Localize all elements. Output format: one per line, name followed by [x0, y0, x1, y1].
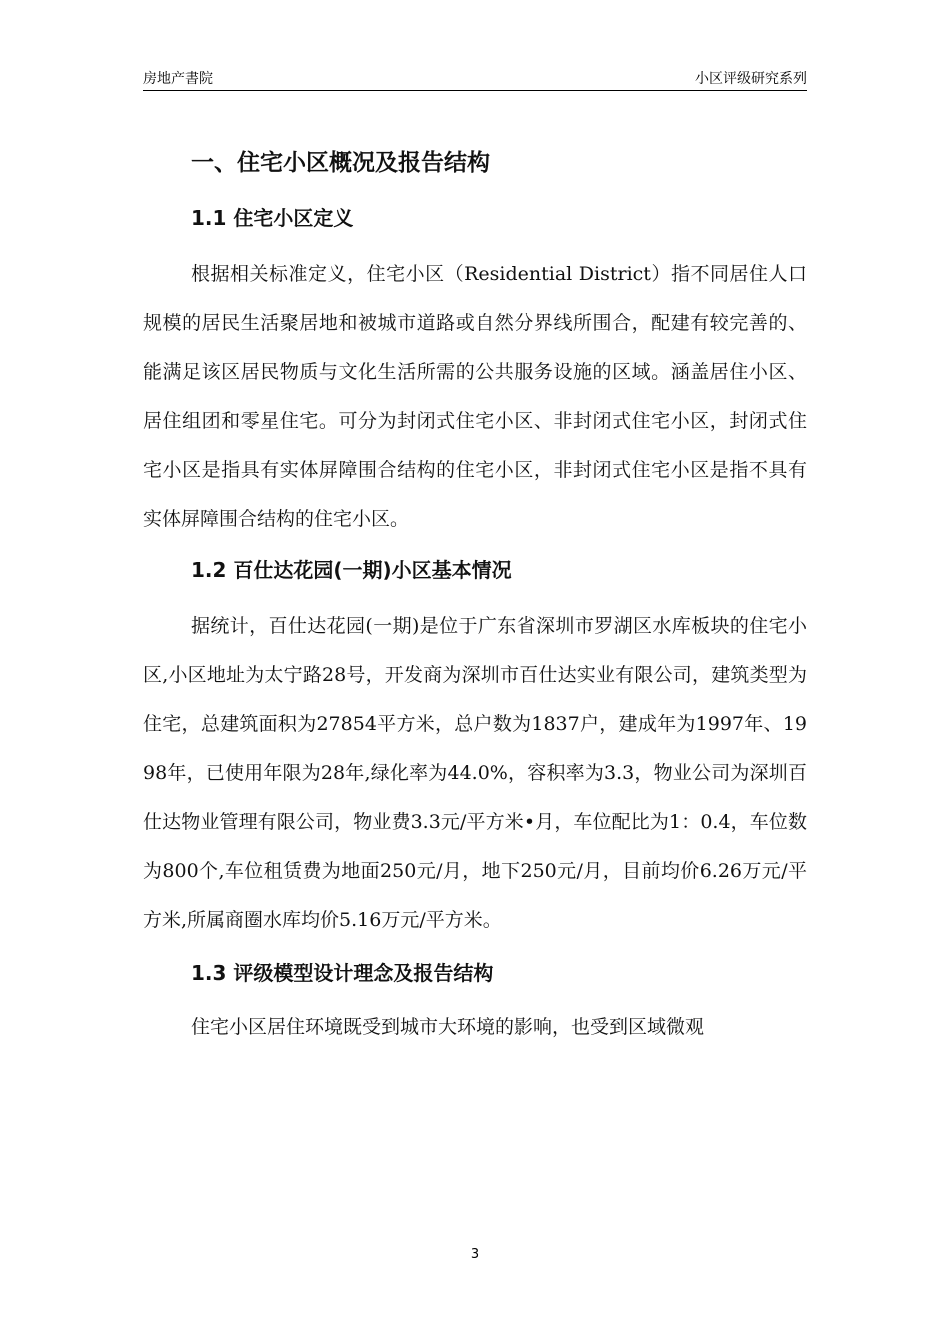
paragraph-model-design: 住宅小区居住环境既受到城市大环境的影响，也受到区域微观	[191, 1016, 705, 1038]
page-header	[143, 64, 807, 91]
subsection-heading-1-3: 1.3 评级模型设计理念及报告结构	[191, 961, 494, 985]
header-series-title: 小区评级研究系列	[695, 71, 807, 87]
page-number: 3	[470, 1247, 480, 1262]
paragraph-basic-info: 据统计，百仕达花园(一期)是位于广东省深圳市罗湖区水库板块的住宅小区,小区地址为太宁路28号，开发商为深圳市百仕达实业有限公司，建筑类型为住宅，总建筑面积为27854平方米，总户数为1837户，建成年为1997年、1998年，已使用年限为28年,绿化率为44.0%，容积率为3.3，物业公司为深圳百仕达物业管理有限公司，物业费3.3元/平方米•月，车位配比为1：0.4，车位数为800个,车位租赁费为地面250元/月，地下250元/月，目前均价6.26万元/平方米,所属商圈水库均价5.16万元/平方米。	[143, 615, 807, 931]
header-publisher: 房地产書院	[143, 71, 213, 87]
subsection-heading-1-1: 1.1 住宅小区定义	[191, 206, 354, 230]
subsection-heading-1-2: 1.2 百仕达花园(一期)小区基本情况	[191, 558, 512, 582]
section-title: 一、住宅小区概况及报告结构	[191, 150, 490, 176]
document-body	[143, 140, 807, 1052]
paragraph-definition: 根据相关标准定义，住宅小区（Residential District）指不同居住人口规模的居民生活聚居地和被城市道路或自然分界线所围合，配建有较完善的、能满足该区居民物质与文化生活所需的公共服务设施的区域。涵盖居住小区、居住组团和零星住宅。可分为封闭式住宅小区、非封闭式住宅小区，封闭式住宅小区是指具有实体屏障围合结构的住宅小区，非封闭式住宅小区是指不具有实体屏障围合结构的住宅小区。	[143, 263, 807, 530]
